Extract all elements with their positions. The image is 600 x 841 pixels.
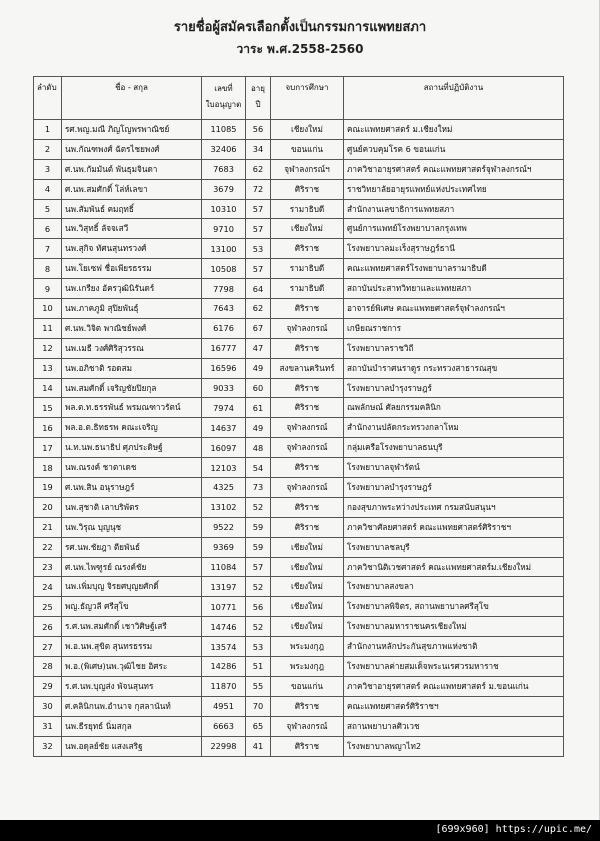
table-row — [34, 517, 564, 537]
table-row — [34, 537, 564, 557]
workplace: อาจารย์พิเศษ คณะแพทยศาสตร์จุฬาลงกรณ์ฯ — [344, 299, 564, 319]
candidate-age: 57 — [246, 199, 271, 219]
candidate-age: 49 — [246, 418, 271, 438]
table-row — [34, 736, 564, 756]
table-row — [34, 159, 564, 179]
workplace: ศูนย์ควบคุมโรค 6 ขอนแก่น — [344, 139, 564, 159]
table-row — [34, 577, 564, 597]
table-row — [34, 139, 564, 159]
graduated-from: ศิริราช — [271, 736, 344, 756]
table-row — [34, 637, 564, 657]
candidate-age: 53 — [246, 637, 271, 657]
graduated-from: ศิริราช — [271, 398, 344, 418]
candidate-name: นพ.เกรียง อัครวุฒินิรันดร์ — [62, 279, 202, 299]
table-body — [34, 120, 564, 757]
candidate-name: นพ.กัณฑพงศ์ ฉัตรไชยพงศ์ — [62, 139, 202, 159]
candidate-age: 57 — [246, 557, 271, 577]
candidate-age: 55 — [246, 676, 271, 696]
workplace: โรงพยาบาลค่ายสมเด็จพระนเรศวรมหาราช — [344, 657, 564, 677]
table-row — [34, 438, 564, 458]
candidate-age: 53 — [246, 239, 271, 259]
document-title: รายชื่อผู้สมัครเลือกตั้งเป็นกรรมการแพทยสภา — [173, 20, 427, 35]
row-number: 6 — [34, 219, 62, 239]
candidate-name: นพ.สัมพันธ์ คมฤทธิ์ — [62, 199, 202, 219]
table-row — [34, 557, 564, 577]
candidate-age: 70 — [246, 696, 271, 716]
graduated-from: ศิริราช — [271, 378, 344, 398]
graduated-from: เชียงใหม่ — [271, 617, 344, 637]
workplace: สถานพยาบาลศิวเวช — [344, 716, 564, 736]
license-number: 13102 — [202, 497, 246, 517]
image-footer-text — [435, 824, 592, 835]
row-number: 9 — [34, 279, 62, 299]
candidate-name: ศ.นพ.สมศักดิ์ โล่ห์เลขา — [62, 179, 202, 199]
table-row — [34, 259, 564, 279]
graduated-from: สงขลานครินทร์ — [271, 358, 344, 378]
candidate-age: 62 — [246, 299, 271, 319]
row-number: 31 — [34, 716, 62, 736]
workplace: คณะแพทยศาสตร์ศิริราชฯ — [344, 696, 564, 716]
row-number: 11 — [34, 318, 62, 338]
row-number: 18 — [34, 458, 62, 478]
row-number: 26 — [34, 617, 62, 637]
workplace: กลุ่มเครือโรงพยาบาลธนบุรี — [344, 438, 564, 458]
candidate-name: นพ.ภาคภูมิ สุปิยพันธุ์ — [62, 299, 202, 319]
candidate-age: 59 — [246, 537, 271, 557]
candidate-age: 34 — [246, 139, 271, 159]
license-number: 7643 — [202, 299, 246, 319]
workplace: ภาควิชาอายุรศาสตร์ คณะแพทยศาสตร์จุฬาลงกรณ์ฯ — [344, 159, 564, 179]
row-number: 21 — [34, 517, 62, 537]
workplace: โรงพยาบาลพิจิตร, สถานพยาบาลศรีสุโข — [344, 597, 564, 617]
license-number: 6176 — [202, 318, 246, 338]
row-number: 5 — [34, 199, 62, 219]
table-row — [34, 458, 564, 478]
license-number: 13574 — [202, 637, 246, 657]
row-number: 8 — [34, 259, 62, 279]
table-row — [34, 338, 564, 358]
candidate-age: 62 — [246, 159, 271, 179]
license-number: 11085 — [202, 120, 246, 140]
table-row — [34, 299, 564, 319]
graduated-from: รามาธิบดี — [271, 259, 344, 279]
row-number: 7 — [34, 239, 62, 259]
license-number: 14637 — [202, 418, 246, 438]
image-footer-bar — [0, 820, 600, 841]
candidate-name: ศ.คลินิกนพ.อำนาจ กุสลานันท์ — [62, 696, 202, 716]
candidate-name: พ.อ.นพ.สุขิต สุนทรธรรม — [62, 637, 202, 657]
license-number: 9369 — [202, 537, 246, 557]
license-number: 3679 — [202, 179, 246, 199]
candidate-name: นพ.โยเซฟ ชื่อเพียรธรรม — [62, 259, 202, 279]
candidate-name: พล.อ.ต.ธิทธรพ คณะเจริญ — [62, 418, 202, 438]
row-number: 20 — [34, 497, 62, 517]
candidate-age: 72 — [246, 179, 271, 199]
row-number: 25 — [34, 597, 62, 617]
table-row — [34, 239, 564, 259]
graduated-from: เชียงใหม่ — [271, 537, 344, 557]
table-row — [34, 279, 564, 299]
graduated-from: เชียงใหม่ — [271, 557, 344, 577]
row-number: 1 — [34, 120, 62, 140]
column-header-name: ชื่อ - สกุล — [62, 77, 202, 120]
candidate-name: พญ.ธัญวลี ศรีสุโข — [62, 597, 202, 617]
license-number: 16596 — [202, 358, 246, 378]
license-number: 10771 — [202, 597, 246, 617]
workplace: ภาควิชาอายุรศาสตร์ คณะแพทยศาสตร์ ม.ขอนแก่น — [344, 676, 564, 696]
workplace: ณพลักษณ์ ศัลยกรรมคลินิก — [344, 398, 564, 418]
candidate-age: 49 — [246, 358, 271, 378]
candidate-table — [33, 76, 564, 757]
graduated-from: เชียงใหม่ — [271, 219, 344, 239]
table-row — [34, 696, 564, 716]
graduated-from: เชียงใหม่ — [271, 577, 344, 597]
graduated-from: รามาธิบดี — [271, 279, 344, 299]
row-number: 28 — [34, 657, 62, 677]
candidate-age: 64 — [246, 279, 271, 299]
table-row — [34, 617, 564, 637]
license-number: 4951 — [202, 696, 246, 716]
workplace: โรงพยาบาลบำรุงราษฎร์ — [344, 478, 564, 498]
graduated-from: จุฬาลงกรณ์ฯ — [271, 159, 344, 179]
column-header-license-line2: ใบอนุญาต — [205, 100, 242, 109]
candidate-name: นพ.วิรุณ บุญนุช — [62, 517, 202, 537]
graduated-from: ศิริราช — [271, 517, 344, 537]
row-number: 23 — [34, 557, 62, 577]
table-row — [34, 179, 564, 199]
image-host-link[interactable]: https://upic.me/ — [495, 824, 592, 835]
table-row — [34, 358, 564, 378]
license-number: 9710 — [202, 219, 246, 239]
candidate-age: 61 — [246, 398, 271, 418]
license-number: 16097 — [202, 438, 246, 458]
graduated-from: รามาธิบดี — [271, 199, 344, 219]
candidate-name: ร.ศ.นพ.สมศักดิ์ เชาวิศิษฐ์เสรี — [62, 617, 202, 637]
row-number: 22 — [34, 537, 62, 557]
workplace: โรงพยาบาลมหาราชนครเชียงใหม่ — [344, 617, 564, 637]
graduated-from: ขอนแก่น — [271, 676, 344, 696]
column-header-no: ลำดับ — [34, 77, 62, 120]
row-number: 30 — [34, 696, 62, 716]
column-header-age — [246, 77, 271, 120]
workplace: ศูนย์การแพทย์โรงพยาบาลกรุงเทพ — [344, 219, 564, 239]
graduated-from: จุฬาลงกรณ์ — [271, 716, 344, 736]
row-number: 29 — [34, 676, 62, 696]
column-header-license — [202, 77, 246, 120]
table-row — [34, 497, 564, 517]
row-number: 10 — [34, 299, 62, 319]
candidate-name: นพ.ณรงค์ ชาตาเดช — [62, 458, 202, 478]
license-number: 14746 — [202, 617, 246, 637]
row-number: 16 — [34, 418, 62, 438]
graduated-from: จุฬาลงกรณ์ — [271, 438, 344, 458]
candidate-name: นพ.สุกิจ ทัศนสุนทรวงศ์ — [62, 239, 202, 259]
workplace: สำนักงานปลัดกระทรวงกลาโหม — [344, 418, 564, 438]
graduated-from: พระมงกุฎ — [271, 657, 344, 677]
candidate-name: ศ.นพ.ไพฑูรย์ ณรงค์ชัย — [62, 557, 202, 577]
candidate-age: 48 — [246, 438, 271, 458]
workplace: สำนักงานเลขาธิการแพทยสภา — [344, 199, 564, 219]
graduated-from: ศิริราช — [271, 299, 344, 319]
candidate-age: 57 — [246, 259, 271, 279]
workplace: โรงพยาบาลชลบุรี — [344, 537, 564, 557]
candidate-name: ศ.นพ.สิน อนุราษฎร์ — [62, 478, 202, 498]
graduated-from: ศิริราช — [271, 179, 344, 199]
row-number: 32 — [34, 736, 62, 756]
license-number: 9033 — [202, 378, 246, 398]
candidate-age: 41 — [246, 736, 271, 756]
candidate-name: นพ.อภิชาติ รอดสม — [62, 358, 202, 378]
graduated-from: จุฬาลงกรณ์ — [271, 418, 344, 438]
workplace: โรงพยาบาลราชวิถี — [344, 338, 564, 358]
table-row — [34, 199, 564, 219]
license-number: 7798 — [202, 279, 246, 299]
license-number: 4325 — [202, 478, 246, 498]
candidate-age: 59 — [246, 517, 271, 537]
workplace: สำนักงานหลักประกันสุขภาพแห่งชาติ — [344, 637, 564, 657]
candidate-name: รศ.นพ.ชัยฎา ตียพันธ์ — [62, 537, 202, 557]
license-number: 9522 — [202, 517, 246, 537]
candidate-age: 47 — [246, 338, 271, 358]
license-number: 13197 — [202, 577, 246, 597]
candidate-age: 56 — [246, 120, 271, 140]
graduated-from: ศิริราช — [271, 458, 344, 478]
candidate-age: 73 — [246, 478, 271, 498]
license-number: 10508 — [202, 259, 246, 279]
workplace: กองสุขภาพระหว่างประเทศ กรมสนับสนุนฯ — [344, 497, 564, 517]
table-row — [34, 418, 564, 438]
graduated-from: เชียงใหม่ — [271, 120, 344, 140]
candidate-name: ศ.นพ.วิจิต พาณิชย์พงศ์ — [62, 318, 202, 338]
candidate-age: 60 — [246, 378, 271, 398]
row-number: 24 — [34, 577, 62, 597]
row-number: 19 — [34, 478, 62, 498]
candidate-age: 57 — [246, 219, 271, 239]
candidate-age: 52 — [246, 497, 271, 517]
workplace: ภาควิชานิติเวชศาสตร์ คณะแพทยศาสตร์ม.เชียงใหม่ — [344, 557, 564, 577]
column-header-university: จบการศึกษา — [271, 77, 344, 120]
candidate-age: 54 — [246, 458, 271, 478]
row-number: 27 — [34, 637, 62, 657]
candidate-name: พล.ต.ท.ธรรพันธ์ พรมณฑาวรัตน์ — [62, 398, 202, 418]
graduated-from: พระมงกุฎ — [271, 637, 344, 657]
workplace: โรงพยาบาลจุฬารัตน์ — [344, 458, 564, 478]
column-header-age-line2: ปี — [255, 100, 261, 109]
workplace: สถาบันบำราศนราดูร กระทรวงสาธารณสุข — [344, 358, 564, 378]
candidate-age: 56 — [246, 597, 271, 617]
row-number: 13 — [34, 358, 62, 378]
candidate-age: 67 — [246, 318, 271, 338]
workplace: เกษียณราชการ — [344, 318, 564, 338]
candidate-name: นพ.วิสุทธิ์ ลัจจเสวี — [62, 219, 202, 239]
table-row — [34, 657, 564, 677]
license-number: 7683 — [202, 159, 246, 179]
workplace: ราชวิทยาลัยอายุรแพทย์แห่งประเทศไทย — [344, 179, 564, 199]
table-row — [34, 597, 564, 617]
column-header-age-line1: อายุ — [251, 84, 265, 93]
candidate-name: นพ.เพิ่มบุญ จิรยศบุญยศักดิ์ — [62, 577, 202, 597]
graduated-from: จุฬาลงกรณ์ — [271, 478, 344, 498]
candidate-age: 52 — [246, 577, 271, 597]
candidate-name: ร.ศ.นพ.บุญส่ง พัจนสุนทร — [62, 676, 202, 696]
license-number: 10310 — [202, 199, 246, 219]
license-number: 11870 — [202, 676, 246, 696]
graduated-from: จุฬาลงกรณ์ — [271, 318, 344, 338]
candidate-name: นพ.เมธี วงศ์ศิริสุวรรณ — [62, 338, 202, 358]
row-number: 4 — [34, 179, 62, 199]
image-dimensions: [699x960] — [435, 824, 490, 835]
candidate-name: รศ.พญ.มณี ภิญโญพรพาณิชย์ — [62, 120, 202, 140]
graduated-from: ศิริราช — [271, 239, 344, 259]
license-number: 12103 — [202, 458, 246, 478]
table-row — [34, 120, 564, 140]
graduated-from: ขอนแก่น — [271, 139, 344, 159]
table-header-row — [34, 77, 564, 120]
column-header-license-line1: เลขที่ — [214, 84, 233, 93]
table-row — [34, 378, 564, 398]
license-number: 14286 — [202, 657, 246, 677]
candidate-name: นพ.สุชาติ เลาบริพัตร — [62, 497, 202, 517]
graduated-from: ศิริราช — [271, 497, 344, 517]
row-number: 15 — [34, 398, 62, 418]
row-number: 12 — [34, 338, 62, 358]
table-row — [34, 398, 564, 418]
candidate-name: น.ท.นพ.ธนาธิป ศุภประดิษฐ์ — [62, 438, 202, 458]
workplace: คณะแพทยศาสตร์ ม.เชียงใหม่ — [344, 120, 564, 140]
candidate-name: พ.อ.(พิเศษ)นพ.วุฒิไชย อิศระ — [62, 657, 202, 677]
license-number: 6663 — [202, 716, 246, 736]
candidate-age: 65 — [246, 716, 271, 736]
workplace: โรงพยาบาลสงขลา — [344, 577, 564, 597]
workplace: โรงพยาบาลบำรุงราษฎร์ — [344, 378, 564, 398]
candidate-name: ศ.นพ.กัมมันต์ พันธุมจินดา — [62, 159, 202, 179]
document-subtitle: วาระ พ.ศ.2558-2560 — [236, 42, 364, 56]
license-number: 32406 — [202, 139, 246, 159]
table-row — [34, 219, 564, 239]
column-header-workplace: สถานที่ปฏิบัติงาน — [344, 77, 564, 120]
graduated-from: ศิริราช — [271, 338, 344, 358]
workplace: โรงพยาบาลมะเร็งสุราษฎร์ธานี — [344, 239, 564, 259]
graduated-from: ศิริราช — [271, 696, 344, 716]
candidate-age: 52 — [246, 617, 271, 637]
license-number: 13100 — [202, 239, 246, 259]
license-number: 11084 — [202, 557, 246, 577]
row-number: 14 — [34, 378, 62, 398]
row-number: 3 — [34, 159, 62, 179]
candidate-name: นพ.ธีรยุทธ์ นิ่มสกุล — [62, 716, 202, 736]
table-row — [34, 318, 564, 338]
license-number: 7974 — [202, 398, 246, 418]
candidate-name: นพ.สมศักดิ์ เจริญชัยปิยกุล — [62, 378, 202, 398]
row-number: 2 — [34, 139, 62, 159]
table-row — [34, 478, 564, 498]
graduated-from: เชียงใหม่ — [271, 597, 344, 617]
workplace: สถาบันประสาทวิทยาและแพทยสภา — [344, 279, 564, 299]
license-number: 22998 — [202, 736, 246, 756]
workplace: คณะแพทยศาสตร์โรงพยาบาลรามาธิบดี — [344, 259, 564, 279]
table-row — [34, 676, 564, 696]
license-number: 16777 — [202, 338, 246, 358]
workplace: ภาควิชาศัลยศาสตร์ คณะแพทยศาสตร์ศิริราชฯ — [344, 517, 564, 537]
row-number: 17 — [34, 438, 62, 458]
workplace: โรงพยาบาลพญาไท2 — [344, 736, 564, 756]
candidate-name: นพ.อดุลย์ชัย แสงเสริฐ — [62, 736, 202, 756]
candidate-age: 51 — [246, 657, 271, 677]
table-row — [34, 716, 564, 736]
